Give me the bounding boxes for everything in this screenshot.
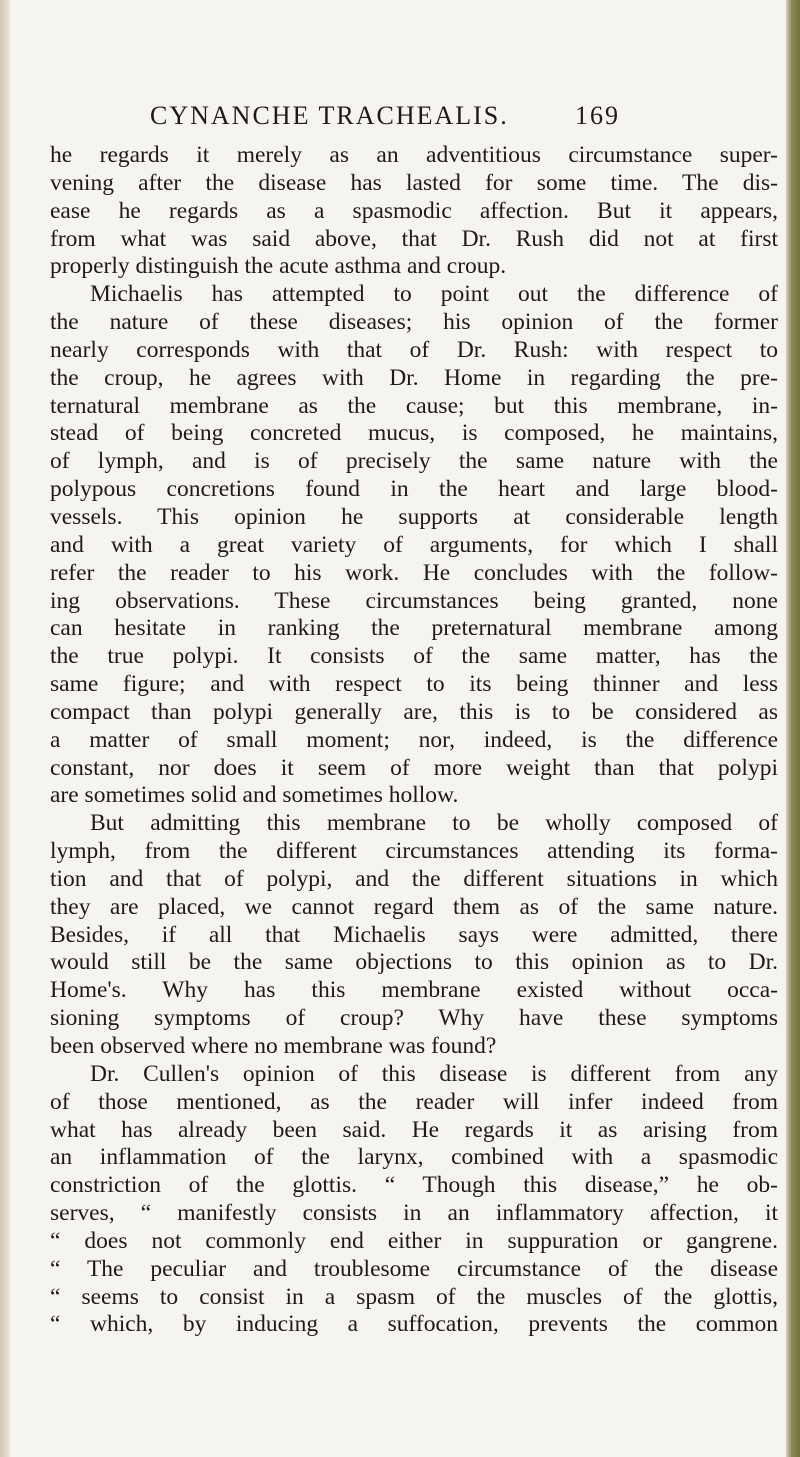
text-line: properly distinguish the acute asthma and croup. [50, 253, 507, 280]
text-line: “ seems to consist in a spasm of the muscles of the glottis, [50, 1283, 778, 1310]
text-line: tion and that of polypi, and the different situations in which [50, 865, 778, 892]
text-line: But admitting this membrane to be wholly composed of [90, 810, 778, 837]
text-line: ease he regards as a spasmodic affection. But it appears, [50, 197, 778, 224]
text-line: “ does not commonly end either in suppuration or gangrene. [50, 1227, 778, 1254]
text-line: can hesitate in ranking the preternatural membrane among [50, 615, 778, 642]
text-line: the true polypi. It consists of the same matter, has the [50, 643, 778, 670]
text-line: been observed where no membrane was found? [50, 1033, 497, 1059]
text-line: polypous concretions found in the heart and large blood- [50, 476, 778, 503]
text-line: would still be the same objections to this opinion as to Dr. [50, 949, 778, 976]
page-gutter-edge [0, 0, 10, 1457]
text-line: from what was said above, that Dr. Rush did not at first [50, 225, 778, 252]
text-line: serves, “ manifestly consists in an inflammatory affection, it [50, 1200, 778, 1227]
text-line: Home's. Why has this membrane existed without occa- [50, 977, 778, 1004]
text-line: and with a great variety of arguments, for which I shall [50, 531, 778, 558]
text-line: ing observations. These circumstances being granted, none [50, 587, 778, 614]
text-line: an inflammation of the larynx, combined with a spasmodic [50, 1144, 778, 1171]
page-outer-edge [786, 0, 800, 1457]
text-line: Michaelis has attempted to point out the difference of [90, 281, 778, 308]
text-line: the nature of these diseases; his opinion of the former [50, 309, 778, 336]
text-line: of lymph, and is of precisely the same nature with the [50, 448, 778, 475]
text-line: a matter of small moment; nor, indeed, is the difference [50, 726, 778, 753]
running-header [150, 96, 620, 136]
text-line: constant, nor does it seem of more weight than that polypi [50, 754, 778, 781]
text-line: sioning symptoms of croup? Why have these symptoms [50, 1005, 778, 1032]
text-line: ternatural membrane as the cause; but this membrane, in- [50, 392, 778, 419]
text-line: nearly corresponds with that of Dr. Rush: with respect to [50, 336, 778, 363]
text-line: what has already been said. He regards it as arising from [50, 1116, 778, 1143]
text-line: vessels. This opinion he supports at considerable length [50, 503, 778, 530]
running-title: CYNANCHE TRACHEALIS. [150, 101, 509, 130]
text-line: he regards it merely as an adventitious circumstance super- [50, 142, 778, 168]
text-line: lymph, from the different circumstances attending its forma- [50, 838, 778, 865]
text-line: Dr. Cullen's opinion of this disease is different from any [90, 1060, 778, 1087]
text-line: vening after the disease has lasted for some time. The dis- [50, 169, 778, 196]
text-line: refer the reader to his work. He concludes with the follow- [50, 559, 778, 586]
page-number: 169 [575, 101, 620, 130]
text-line: same figure; and with respect to its being thinner and less [50, 671, 778, 698]
text-line: stead of being concreted mucus, is composed, he maintains, [50, 420, 778, 447]
text-line: of those mentioned, as the reader will infer indeed from [50, 1088, 778, 1115]
text-line: they are placed, we cannot regard them as of the same nature. [50, 893, 778, 920]
text-line: compact than polypi generally are, this is to be considered as [50, 698, 778, 725]
text-line: “ The peculiar and troublesome circumstance of the disease [50, 1255, 778, 1282]
body-text [50, 142, 778, 1339]
text-line: constriction of the glottis. “ Though this disease,” he ob- [50, 1172, 778, 1199]
text-line: “ which, by inducing a suffocation, prevents the common [50, 1311, 778, 1338]
text-line: are sometimes solid and sometimes hollow. [50, 782, 459, 809]
text-line: Besides, if all that Michaelis says were admitted, there [50, 921, 778, 948]
text-line: the croup, he agrees with Dr. Home in regarding the pre- [50, 364, 778, 391]
